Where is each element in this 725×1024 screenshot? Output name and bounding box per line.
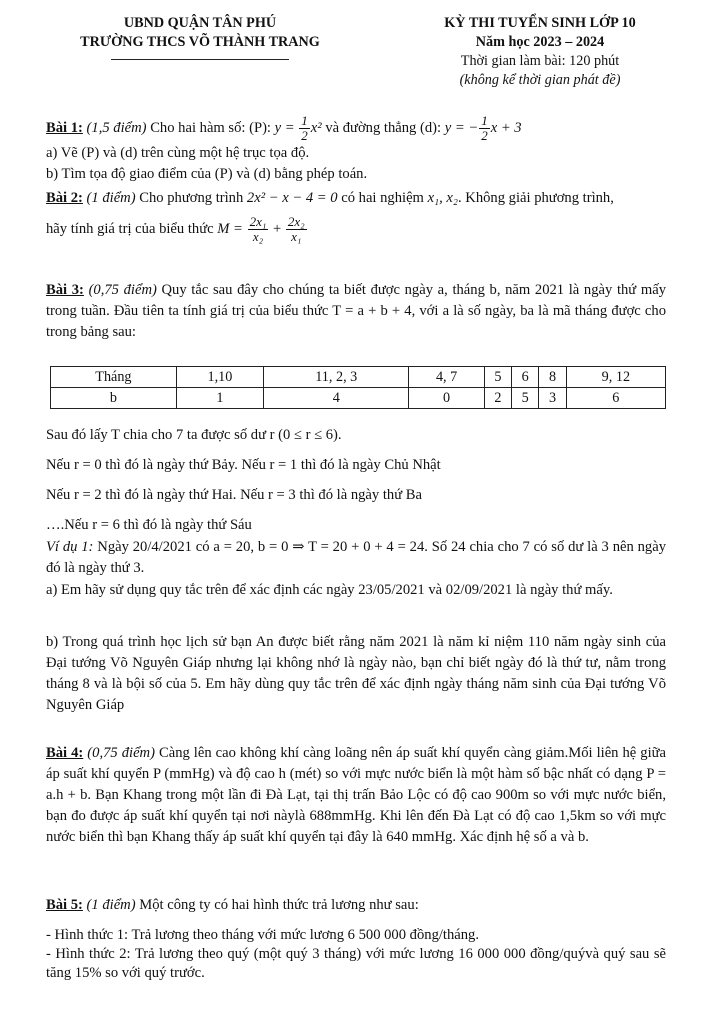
table-cell: 1,10 xyxy=(176,367,263,388)
problem-3a: a) Em hãy sử dụng quy tắc trên để xác định các ngày 23/05/2021 và 02/09/2021 là ngày thứ mấy. xyxy=(46,582,613,598)
line-coefficient: $\frac{1}{2}$ xyxy=(481,113,488,143)
table-cell: 6 xyxy=(566,388,665,409)
example-text: Ngày 20/4/2021 có a = 20, b = 0 ⇒ T = 20 + 0 + 4 = 24. Số 24 chia cho 7 có số dư là 3 nên ngày đó là ngày thứ 3. xyxy=(46,539,666,576)
parabola-lhs: y = xyxy=(274,119,295,136)
problem-2 xyxy=(46,188,666,244)
problem-2-statement xyxy=(46,188,666,209)
problem-3b: b) Trong quá trình học lịch sử bạn An được biết rằng năm 2021 là năm kỉ niệm 110 năm ngày sinh của Đại tướng Võ Nguyên Giáp nhưng lại không nhớ là ngày nào, bạn chỉ biết ngày đó là thứ tư, nằm trong tháng 8 và là bội số của 5. Em hãy dùng quy tắc trên để xác định ngày tháng năm sinh của Đại tướng Võ Nguyên Giáp xyxy=(46,634,666,713)
school-name: TRƯỜNG THCS VÕ THÀNH TRANG xyxy=(80,34,320,50)
problem-5-statement xyxy=(46,895,666,916)
parabola-var: x² xyxy=(310,119,322,136)
problem-3-rules xyxy=(46,420,666,540)
table-cell: 9, 12 xyxy=(566,367,665,388)
problem-1-mid: và đường thẳng (d): xyxy=(325,119,442,136)
table-cell: 4, 7 xyxy=(409,367,484,388)
table-row xyxy=(51,367,666,388)
table-cell: 0 xyxy=(409,388,484,409)
line-rest: x + 3 xyxy=(490,119,522,136)
problem-2-points: (1 điểm) xyxy=(86,190,136,206)
district-name: UBND QUẬN TÂN PHÚ xyxy=(123,15,277,31)
problem-1b: b) Tìm tọa độ giao điểm của (P) và (d) bằng phép toán. xyxy=(46,166,368,182)
table-cell: b xyxy=(51,388,177,409)
problem-3-intro xyxy=(46,280,666,343)
time-limit: Thời gian làm bài: 120 phút xyxy=(460,53,620,69)
problem-3-label: Bài 3: xyxy=(46,282,84,298)
problem-3-example xyxy=(46,537,666,579)
time-note: (không kể thời gian phát đề) xyxy=(459,72,621,88)
plus-sign: + xyxy=(273,220,282,237)
parabola-coefficient: $\frac{1}{2}$ xyxy=(301,113,308,143)
problem-2-tail: . Không giải phương trình, xyxy=(457,190,614,206)
problem-2-mid: có hai nghiệm xyxy=(341,190,424,206)
problem-1-label: Bài 1: xyxy=(46,119,83,136)
problem-5-label: Bài 5: xyxy=(46,897,83,913)
header-divider xyxy=(111,59,289,60)
payment-option-1: - Hình thức 1: Trả lương theo tháng với mức lương 6 500 000 đồng/tháng. xyxy=(46,927,479,943)
example-label: Ví dụ 1: xyxy=(46,539,94,555)
fraction-1: $\frac{\text{2x₁}}{\text{x₂}}$ xyxy=(249,214,267,244)
problem-1 xyxy=(46,114,666,185)
table-cell: 1 xyxy=(176,388,263,409)
table-row xyxy=(51,388,666,409)
rule-line: Sau đó lấy T chia cho 7 ta được số dư r (0 ≤ r ≤ 6). xyxy=(46,427,342,443)
problem-1-intro: Cho hai hàm số: (P): xyxy=(150,119,271,136)
rule-line: Nếu r = 2 thì đó là ngày thứ Hai. Nếu r = 3 thì đó là ngày thứ Ba xyxy=(46,487,422,503)
table-cell: 3 xyxy=(539,388,566,409)
problem-4 xyxy=(46,743,666,848)
roots: x₁, x₂ xyxy=(427,190,458,206)
problem-2-line2: hãy tính giá trị của biểu thức xyxy=(46,220,214,237)
table-cell: Tháng xyxy=(51,367,177,388)
problem-5 xyxy=(46,895,666,916)
problem-2-expression xyxy=(46,215,666,244)
problem-5-intro: Một công ty có hai hình thức trả lương như sau: xyxy=(139,897,419,913)
table-cell: 8 xyxy=(539,367,566,388)
table-cell: 11, 2, 3 xyxy=(264,367,409,388)
problem-4-label: Bài 4: xyxy=(46,745,84,761)
exam-title: KỲ THI TUYỂN SINH LỚP 10 xyxy=(444,15,636,31)
school-header xyxy=(40,14,360,60)
table-cell: 5 xyxy=(484,367,511,388)
problem-3-text: Quy tắc sau đây cho chúng ta biết được ngày a, tháng b, năm 2021 là ngày thứ mấy trong tuần. Đầu tiên ta tính giá trị của biểu thức T = a + b + 4, với a là số ngày, ba là mã tháng được cho trong bảng sau: xyxy=(46,282,666,340)
problem-4-points: (0,75 điểm) xyxy=(87,745,155,761)
m-lhs: M = xyxy=(217,220,243,237)
table-cell: 2 xyxy=(484,388,511,409)
problem-2-intro: Cho phương trình xyxy=(139,190,244,206)
month-code-table xyxy=(50,366,666,409)
rule-line: ….Nếu r = 6 thì đó là ngày thứ Sáu xyxy=(46,517,252,533)
exam-header xyxy=(380,14,700,90)
problem-2-label: Bài 2: xyxy=(46,190,83,206)
quadratic-equation: 2x² − x − 4 = 0 xyxy=(246,190,338,206)
problem-1-points: (1,5 điểm) xyxy=(86,119,147,136)
problem-5-points: (1 điểm) xyxy=(86,897,136,913)
school-year: Năm học 2023 – 2024 xyxy=(475,34,605,50)
payment-option-2: - Hình thức 2: Trả lương theo quý (một quý 3 tháng) với mức lương 16 000 000 đồng/quývà quý sau sẽ tăng 15% so với quý trước. xyxy=(46,946,666,981)
table-cell: 4 xyxy=(264,388,409,409)
problem-4-text: Càng lên cao không khí càng loãng nên áp suất khí quyển càng giảm.Mối liên hệ giữa áp suất khí quyển P (mmHg) và độ cao h (mét) so với mực nước biển là một hàm số bậc nhất có dạng P = a.h + b. Bạn Khang trong một lần đi Đà Lạt, tại thị trấn Bảo Lộc có độ cao 900m so với mực nước biển, bạn đo được áp suất khí quyển tại nơi nàylà 688mmHg. Khi lên đến Đà Lạt có độ cao 1,5km so với mực nước biển thì bạn Khang thấy áp suất khí quyển tại đây là 640 mmHg. Xác định hệ số a và b. xyxy=(46,745,667,845)
problem-3-points: (0,75 điểm) xyxy=(88,282,157,298)
problem-1a: a) Vẽ (P) và (d) trên cùng một hệ trục tọa độ. xyxy=(46,145,310,161)
problem-1-statement xyxy=(46,114,666,143)
problem-5-options xyxy=(46,926,666,983)
table-cell: 6 xyxy=(512,367,539,388)
rule-line: Nếu r = 0 thì đó là ngày thứ Bảy. Nếu r = 1 thì đó là ngày Chủ Nhật xyxy=(46,457,441,473)
table-cell: 5 xyxy=(512,388,539,409)
fraction-2: $\frac{\text{2x₂}}{\text{x₁}}$ xyxy=(287,214,305,244)
line-lhs: y = − xyxy=(444,119,479,136)
